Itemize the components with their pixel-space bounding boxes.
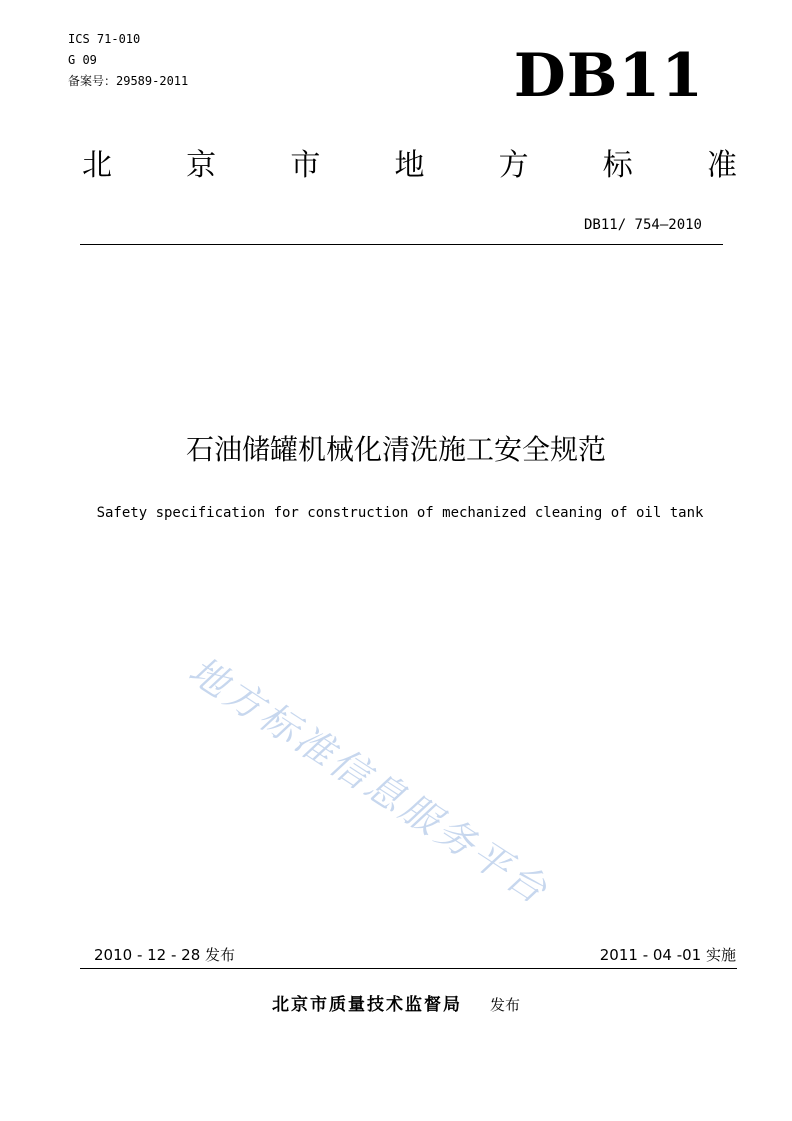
classification-char: 市 (290, 148, 321, 183)
classification-char: 准 (706, 148, 737, 183)
classification-char: 标 (602, 148, 633, 183)
standard-logo: DB11 (513, 41, 704, 111)
watermark: 地方标准信息服务平台 (181, 648, 558, 914)
standard-number: DB11/ 754—2010 (583, 217, 702, 233)
classification-char: 京 (186, 148, 217, 183)
filing-number: 备案号：29589-2011 (68, 74, 189, 88)
header-divider (80, 244, 723, 245)
classification-char: 方 (498, 148, 529, 183)
title-chinese: 石油储罐机械化清洗施工安全规范 (185, 433, 606, 466)
implementation-date: 2011 - 04 -01 实施 (599, 946, 736, 964)
footer-divider (80, 968, 737, 969)
issue-date: 2010 - 12 - 28 发布 (94, 946, 236, 964)
issuer-suffix: 发布 (489, 996, 520, 1014)
issuer-name: 北京市质量技术监督局 (271, 995, 462, 1015)
classification-char: 北 (82, 148, 112, 183)
standard-classification (82, 146, 737, 186)
issuer (0, 993, 792, 1017)
classification-char: 地 (394, 148, 425, 183)
category-code: G 09 (68, 53, 97, 67)
title-english: Safety specification for construction of mechanized cleaning of oil tank (96, 505, 704, 521)
ics-code: ICS 71-010 (68, 32, 141, 46)
